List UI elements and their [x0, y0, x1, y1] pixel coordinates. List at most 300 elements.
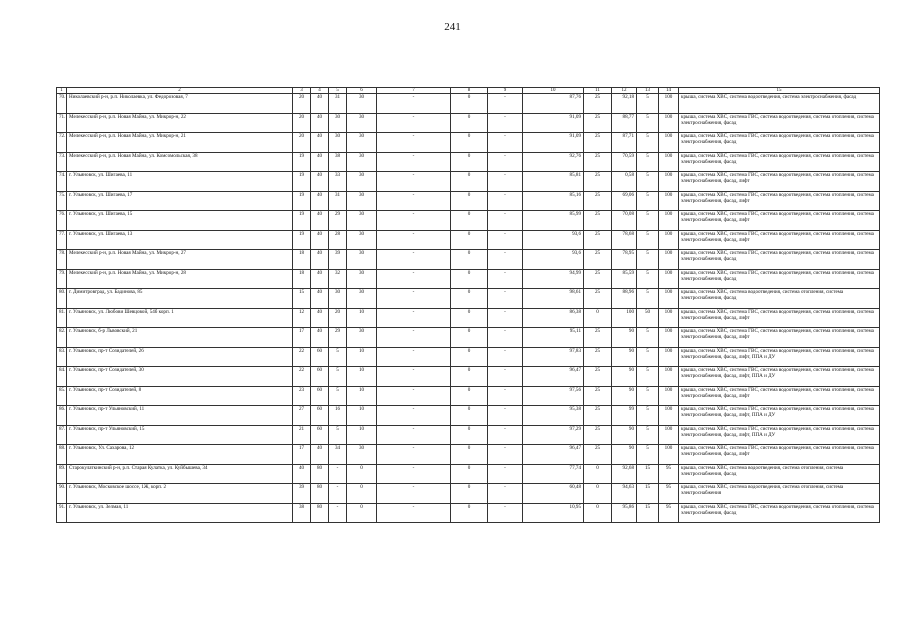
- table-cell: крыша, система ХВС, система ГВС, система водоотведения, система отопления, система электроснабжения, фасад: [679, 152, 880, 172]
- table-cell: 78,95: [612, 250, 637, 270]
- table-cell: 90: [612, 425, 637, 445]
- table-cell: 77,74: [523, 464, 584, 484]
- table-cell: 92,18: [612, 94, 637, 114]
- table-cell: 50: [637, 308, 659, 328]
- table-cell: 0: [584, 484, 612, 504]
- table-cell: крыша, система ХВС, система ГВС, система водоотведения, система отопления, система электроснабжения, фасад, лифт: [679, 172, 880, 192]
- table-cell: 88.: [57, 445, 67, 465]
- table-cell: 30: [347, 289, 377, 309]
- table-cell: 78.: [57, 250, 67, 270]
- table-cell: крыша, система ХВС, система водоотведения, система отопления, система электроснабжения, фасад: [679, 464, 880, 484]
- table-cell: 92,68: [612, 464, 637, 484]
- table-cell: 100: [659, 211, 679, 231]
- table-cell: -: [377, 406, 451, 426]
- table-cell: крыша, система ХВС, система ГВС, система водоотведения, система отопления, система электроснабжения, фасад: [679, 250, 880, 270]
- table-cell: г. Ульяновск, ул. Шигаева, 11: [67, 172, 293, 192]
- table-cell: -: [488, 484, 523, 504]
- table-cell: 90: [612, 367, 637, 387]
- table-cell: Мелекесский р-н, р.п. Новая Майна, ул. Микрор-н, 27: [67, 250, 293, 270]
- col-header: 13: [637, 88, 659, 94]
- table-cell: 60: [311, 425, 329, 445]
- table-cell: 80: [311, 484, 329, 504]
- table-cell: 40: [293, 464, 311, 484]
- table-cell: 0: [451, 308, 488, 328]
- table-cell: 70,08: [612, 211, 637, 231]
- table-cell: г. Ульяновск, ул. Любови Шевцовой, 54б корп. 1: [67, 308, 293, 328]
- table-cell: 10: [347, 406, 377, 426]
- table-cell: 19: [293, 211, 311, 231]
- col-header: 5: [329, 88, 347, 94]
- table-cell: -: [377, 250, 451, 270]
- table-cell: 97,56: [523, 386, 584, 406]
- table-cell: 85,81: [523, 172, 584, 192]
- table-cell: -: [377, 464, 451, 484]
- table-cell: -: [488, 503, 523, 523]
- table-cell: -: [329, 464, 347, 484]
- table-cell: 80: [311, 503, 329, 523]
- table-cell: 30: [347, 113, 377, 133]
- table-cell: 30: [347, 191, 377, 211]
- table-cell: 60: [311, 386, 329, 406]
- table-cell: 70,59: [612, 152, 637, 172]
- table-cell: г. Ульяновск, б-р Львовский, 21: [67, 328, 293, 348]
- table-cell: 20: [329, 308, 347, 328]
- table-cell: 95: [659, 484, 679, 504]
- table-cell: крыша, система ХВС, система ГВС, система водоотведения, система отопления, система электроснабжения, фасад, лифт, ППА и ДУ: [679, 425, 880, 445]
- table-cell: -: [377, 113, 451, 133]
- table-cell: 100: [659, 308, 679, 328]
- table-row: [57, 230, 880, 250]
- table-cell: 12: [293, 308, 311, 328]
- table-cell: 16: [329, 406, 347, 426]
- table-cell: крыша, система ХВС, система ГВС, система водоотведения, система отопления, система электроснабжения, фасад, лифт: [679, 211, 880, 231]
- table-cell: 95: [659, 503, 679, 523]
- table-cell: 90: [612, 347, 637, 367]
- table-cell: 40: [311, 328, 329, 348]
- table-cell: 21: [293, 425, 311, 445]
- table-body: [57, 88, 880, 523]
- table-cell: 0: [451, 230, 488, 250]
- table-cell: 5: [329, 347, 347, 367]
- table-cell: 77.: [57, 230, 67, 250]
- table-cell: -: [488, 308, 523, 328]
- table-cell: -: [488, 211, 523, 231]
- table-cell: 100: [659, 445, 679, 465]
- table-cell: 5: [329, 425, 347, 445]
- table-cell: крыша, система ХВС, система водоотведения, система отопления, система электроснабжения: [679, 484, 880, 504]
- table-cell: 40: [311, 289, 329, 309]
- table-cell: 78,68: [612, 230, 637, 250]
- table-row: [57, 113, 880, 133]
- table-cell: 25: [584, 211, 612, 231]
- table-cell: 30: [329, 289, 347, 309]
- table-cell: 79.: [57, 269, 67, 289]
- col-header: 10: [523, 88, 584, 94]
- table-cell: г. Ульяновск, пр-т Созидателей, 26: [67, 347, 293, 367]
- col-header: 2: [67, 88, 293, 94]
- table-cell: -: [377, 347, 451, 367]
- table-cell: 90: [612, 328, 637, 348]
- table-cell: 0: [451, 445, 488, 465]
- table-cell: 0: [451, 113, 488, 133]
- table-cell: -: [377, 308, 451, 328]
- table-cell: 22: [293, 347, 311, 367]
- table-cell: 5: [637, 347, 659, 367]
- table-cell: 91.: [57, 503, 67, 523]
- table-cell: 30: [347, 211, 377, 231]
- table-cell: 5: [637, 152, 659, 172]
- table-cell: 30: [347, 94, 377, 114]
- table-cell: 85,59: [612, 269, 637, 289]
- page-number: 241: [444, 21, 461, 33]
- table-cell: -: [488, 425, 523, 445]
- table-cell: 25: [584, 425, 612, 445]
- table-cell: 40: [311, 308, 329, 328]
- table-cell: 25: [584, 289, 612, 309]
- table-cell: 100: [659, 250, 679, 270]
- table-cell: 97,29: [523, 425, 584, 445]
- table-cell: 90: [612, 445, 637, 465]
- table-cell: -: [488, 289, 523, 309]
- table-cell: -: [488, 464, 523, 484]
- table-cell: 0: [451, 94, 488, 114]
- table-cell: 75.: [57, 191, 67, 211]
- table-cell: 30: [347, 152, 377, 172]
- table-cell: -: [377, 484, 451, 504]
- table-row: [57, 445, 880, 465]
- table-row: [57, 484, 880, 504]
- table-cell: -: [377, 211, 451, 231]
- table-cell: 25: [584, 386, 612, 406]
- table-cell: крыша, система ХВС, система ГВС, система водоотведения, система отопления, система электроснабжения, фасад, лифт: [679, 191, 880, 211]
- table-cell: 90: [612, 386, 637, 406]
- table-cell: 80.: [57, 289, 67, 309]
- table-cell: 0: [347, 464, 377, 484]
- table-cell: г. Ульяновск, ул. Шигаева, 17: [67, 191, 293, 211]
- table-cell: -: [377, 152, 451, 172]
- table-cell: 10: [347, 308, 377, 328]
- table-cell: крыша, система ХВС, система ГВС, система водоотведения, система отопления, система электроснабжения, фасад, лифт: [679, 230, 880, 250]
- table-cell: 19: [293, 230, 311, 250]
- table-cell: 60: [311, 406, 329, 426]
- table-cell: 93,6: [523, 230, 584, 250]
- table-cell: 0: [451, 347, 488, 367]
- table-cell: 27: [293, 406, 311, 426]
- table-row: [57, 328, 880, 348]
- table-cell: 96,47: [523, 367, 584, 387]
- table-cell: 91,09: [523, 113, 584, 133]
- table-cell: 95: [659, 464, 679, 484]
- table-cell: крыша, система ХВС, система ГВС, система водоотведения, система отопления, система электроснабжения, фасад, лифт: [679, 328, 880, 348]
- table-cell: 30: [347, 133, 377, 153]
- col-header: 8: [451, 88, 488, 94]
- table-cell: 0: [584, 503, 612, 523]
- table-cell: -: [488, 250, 523, 270]
- table-cell: крыша, система ХВС, система ГВС, система водоотведения, система отопления, система электроснабжения, фасад, лифт: [679, 386, 880, 406]
- table-cell: -: [377, 94, 451, 114]
- table-row: [57, 464, 880, 484]
- table-row: [57, 367, 880, 387]
- table-cell: 0: [451, 172, 488, 192]
- table-cell: 34: [329, 445, 347, 465]
- table-cell: -: [488, 113, 523, 133]
- table-cell: 85,16: [523, 191, 584, 211]
- table-cell: г. Ульяновск, Московское шоссе, 1Ж, корп. 2: [67, 484, 293, 504]
- table-cell: крыша, система ХВС, система ГВС, система водоотведения, система отопления, система электроснабжения, фасад: [679, 113, 880, 133]
- table-cell: 23: [293, 386, 311, 406]
- table-cell: 0: [451, 503, 488, 523]
- table-cell: 5: [637, 386, 659, 406]
- table-cell: 17: [293, 445, 311, 465]
- table-cell: 100: [659, 347, 679, 367]
- table-cell: 5: [637, 328, 659, 348]
- table-cell: 0: [451, 250, 488, 270]
- table-cell: 31: [329, 94, 347, 114]
- table-cell: 95,11: [523, 328, 584, 348]
- table-cell: 5: [637, 133, 659, 153]
- table-cell: 25: [584, 152, 612, 172]
- table-cell: крыша, система ХВС, система ГВС, система водоотведения, система отопления, система электроснабжения, фасад, лифт, ППА и ДУ: [679, 367, 880, 387]
- table-cell: 95,38: [523, 406, 584, 426]
- table-cell: 88,96: [612, 289, 637, 309]
- table-cell: 100: [659, 113, 679, 133]
- table-cell: -: [377, 269, 451, 289]
- register-table: [56, 87, 880, 523]
- table-cell: 80: [311, 464, 329, 484]
- table-cell: 85,99: [523, 211, 584, 231]
- table-cell: Старокулаткинский р-н, р.п. Старая Кулатка, ул. Куйбышева, 34: [67, 464, 293, 484]
- table-cell: 100: [659, 133, 679, 153]
- table-cell: 10: [347, 367, 377, 387]
- table-cell: -: [488, 172, 523, 192]
- table-cell: 10: [347, 425, 377, 445]
- table-cell: 40: [311, 191, 329, 211]
- table-cell: 71.: [57, 113, 67, 133]
- table-cell: 5: [637, 250, 659, 270]
- table-cell: 25: [584, 328, 612, 348]
- table-cell: 40: [311, 250, 329, 270]
- table-cell: 25: [584, 347, 612, 367]
- table-cell: 25: [584, 94, 612, 114]
- table-cell: крыша, система ХВС, система водоотведения, система отопления, система электроснабжения, фасад: [679, 289, 880, 309]
- table-cell: 96,47: [523, 445, 584, 465]
- table-cell: -: [488, 94, 523, 114]
- table-cell: крыша, система ХВС, система водоотведения, система электроснабжения, фасад: [679, 94, 880, 114]
- table-cell: 5: [637, 269, 659, 289]
- table-row: [57, 503, 880, 523]
- table-cell: 0: [451, 269, 488, 289]
- table-cell: 25: [584, 191, 612, 211]
- table-cell: 100: [659, 172, 679, 192]
- table-cell: 19: [293, 172, 311, 192]
- table-cell: 70.: [57, 94, 67, 114]
- table-cell: -: [377, 328, 451, 348]
- table-cell: 90.: [57, 484, 67, 504]
- table-cell: 98,61: [523, 289, 584, 309]
- table-cell: 0: [451, 386, 488, 406]
- table-cell: 15: [637, 503, 659, 523]
- table-cell: 100: [612, 308, 637, 328]
- table-cell: 82.: [57, 328, 67, 348]
- table-cell: 25: [584, 406, 612, 426]
- table-cell: -: [377, 445, 451, 465]
- table-cell: Мелекесский р-н, р.п. Новая Майна, ул. Микрор-н, 22: [67, 113, 293, 133]
- table-cell: -: [488, 328, 523, 348]
- table-cell: 15: [637, 464, 659, 484]
- table-cell: 20: [293, 94, 311, 114]
- table-cell: 100: [659, 152, 679, 172]
- table-cell: 0,58: [612, 172, 637, 192]
- col-header: 6: [347, 88, 377, 94]
- table-cell: -: [377, 133, 451, 153]
- table-cell: 92,76: [523, 152, 584, 172]
- table-cell: 60,48: [523, 484, 584, 504]
- table-cell: 0: [451, 133, 488, 153]
- table-cell: 18: [293, 250, 311, 270]
- table-cell: 38: [329, 152, 347, 172]
- table-cell: -: [377, 386, 451, 406]
- col-header: 11: [584, 88, 612, 94]
- table-cell: 38: [293, 503, 311, 523]
- table-cell: 22: [293, 367, 311, 387]
- table-row: [57, 289, 880, 309]
- table-cell: 25: [584, 445, 612, 465]
- table-cell: 0: [584, 308, 612, 328]
- table-cell: -: [488, 269, 523, 289]
- table-cell: 0: [451, 289, 488, 309]
- table-cell: 5: [329, 367, 347, 387]
- table-cell: 60: [311, 367, 329, 387]
- table-cell: 100: [659, 230, 679, 250]
- table-cell: 85.: [57, 386, 67, 406]
- table-cell: крыша, система ХВС, система ГВС, система водоотведения, система отопления, система электроснабжения, фасад: [679, 503, 880, 523]
- table-cell: -: [329, 484, 347, 504]
- table-cell: 25: [584, 172, 612, 192]
- table-cell: -: [488, 152, 523, 172]
- table-cell: 30: [347, 250, 377, 270]
- table-cell: 25: [584, 133, 612, 153]
- table-cell: г. Ульяновск, пр-т Ульяновский, 11: [67, 406, 293, 426]
- table-row: [57, 94, 880, 114]
- table-cell: г. Ульяновск, Ул. Сахарова, 12: [67, 445, 293, 465]
- table-cell: 19: [293, 152, 311, 172]
- table-cell: г. Ульяновск, пр-т Ульяновский, 15: [67, 425, 293, 445]
- table-cell: 93,6: [523, 250, 584, 270]
- table-cell: 25: [584, 367, 612, 387]
- table-cell: г. Димитровград, ул. Бадинова, 85: [67, 289, 293, 309]
- table-cell: -: [488, 191, 523, 211]
- table-row: [57, 191, 880, 211]
- table-row: [57, 425, 880, 445]
- table-cell: 40: [311, 269, 329, 289]
- table-cell: -: [377, 425, 451, 445]
- table-cell: 0: [347, 484, 377, 504]
- table-cell: 97,83: [523, 347, 584, 367]
- table-cell: 100: [659, 406, 679, 426]
- table-cell: 100: [659, 94, 679, 114]
- table-cell: 32: [329, 269, 347, 289]
- table-cell: 30: [329, 133, 347, 153]
- table-cell: 20: [293, 113, 311, 133]
- table-cell: -: [488, 367, 523, 387]
- table-cell: 94,63: [612, 484, 637, 504]
- table-cell: 74.: [57, 172, 67, 192]
- table-cell: г. Ульяновск, пр-т Созидателей, 8: [67, 386, 293, 406]
- table-cell: 30: [347, 269, 377, 289]
- table-cell: г. Ульяновск, ул. Шигаева, 13: [67, 230, 293, 250]
- table-cell: 83.: [57, 347, 67, 367]
- col-header: 3: [293, 88, 311, 94]
- table-cell: 5: [637, 425, 659, 445]
- table-cell: Николаевский р-н, р.п. Николаевка, ул. Федорозовая, 7: [67, 94, 293, 114]
- table-row: [57, 172, 880, 192]
- table-cell: 0: [451, 152, 488, 172]
- table-cell: 40: [311, 94, 329, 114]
- table-cell: 18: [293, 269, 311, 289]
- table-cell: 88,77: [612, 113, 637, 133]
- table-cell: -: [488, 386, 523, 406]
- table-cell: г. Ульяновск, ул. Зелмая, 11: [67, 503, 293, 523]
- table-cell: 5: [637, 289, 659, 309]
- table-cell: -: [377, 191, 451, 211]
- table-cell: 0: [347, 503, 377, 523]
- table-cell: -: [377, 367, 451, 387]
- table-cell: -: [377, 289, 451, 309]
- table-cell: 30: [329, 113, 347, 133]
- col-header: 15: [679, 88, 880, 94]
- table-cell: 0: [451, 328, 488, 348]
- table-cell: 39: [329, 250, 347, 270]
- table-cell: 60: [311, 347, 329, 367]
- table-cell: 69,06: [612, 191, 637, 211]
- table-row: [57, 406, 880, 426]
- table-cell: 0: [451, 406, 488, 426]
- table-cell: 40: [311, 172, 329, 192]
- table-cell: 15: [293, 289, 311, 309]
- table-cell: 17: [293, 328, 311, 348]
- table-cell: 87.: [57, 425, 67, 445]
- table-cell: 29: [329, 211, 347, 231]
- table-cell: 25: [584, 113, 612, 133]
- table-cell: крыша, система ХВС, система ГВС, система водоотведения, система отопления, система электроснабжения, фасад: [679, 133, 880, 153]
- table-cell: 5: [637, 445, 659, 465]
- table-cell: 5: [637, 172, 659, 192]
- table-cell: Мелекесский р-н, р.п. Новая Майна, ул. Микрор-н, 28: [67, 269, 293, 289]
- table-cell: 40: [311, 133, 329, 153]
- table-cell: 20: [293, 133, 311, 153]
- table-cell: 0: [451, 211, 488, 231]
- table-cell: 89.: [57, 464, 67, 484]
- table-row: [57, 211, 880, 231]
- table-row: [57, 347, 880, 367]
- table-cell: 87,71: [612, 133, 637, 153]
- col-header: 12: [612, 88, 637, 94]
- table-cell: 0: [451, 464, 488, 484]
- table-cell: -: [377, 503, 451, 523]
- table-cell: 10,95: [523, 503, 584, 523]
- table-cell: 0: [451, 425, 488, 445]
- table-row: [57, 386, 880, 406]
- table-cell: -: [488, 347, 523, 367]
- table-cell: 100: [659, 191, 679, 211]
- table-row: [57, 152, 880, 172]
- table-cell: крыша, система ХВС, система ГВС, система водоотведения, система отопления, система электроснабжения, фасад, лифт, ППА и ДУ: [679, 406, 880, 426]
- table-cell: 0: [584, 464, 612, 484]
- table-cell: -: [488, 133, 523, 153]
- table-cell: -: [377, 172, 451, 192]
- table-cell: 100: [659, 289, 679, 309]
- table-cell: 5: [637, 367, 659, 387]
